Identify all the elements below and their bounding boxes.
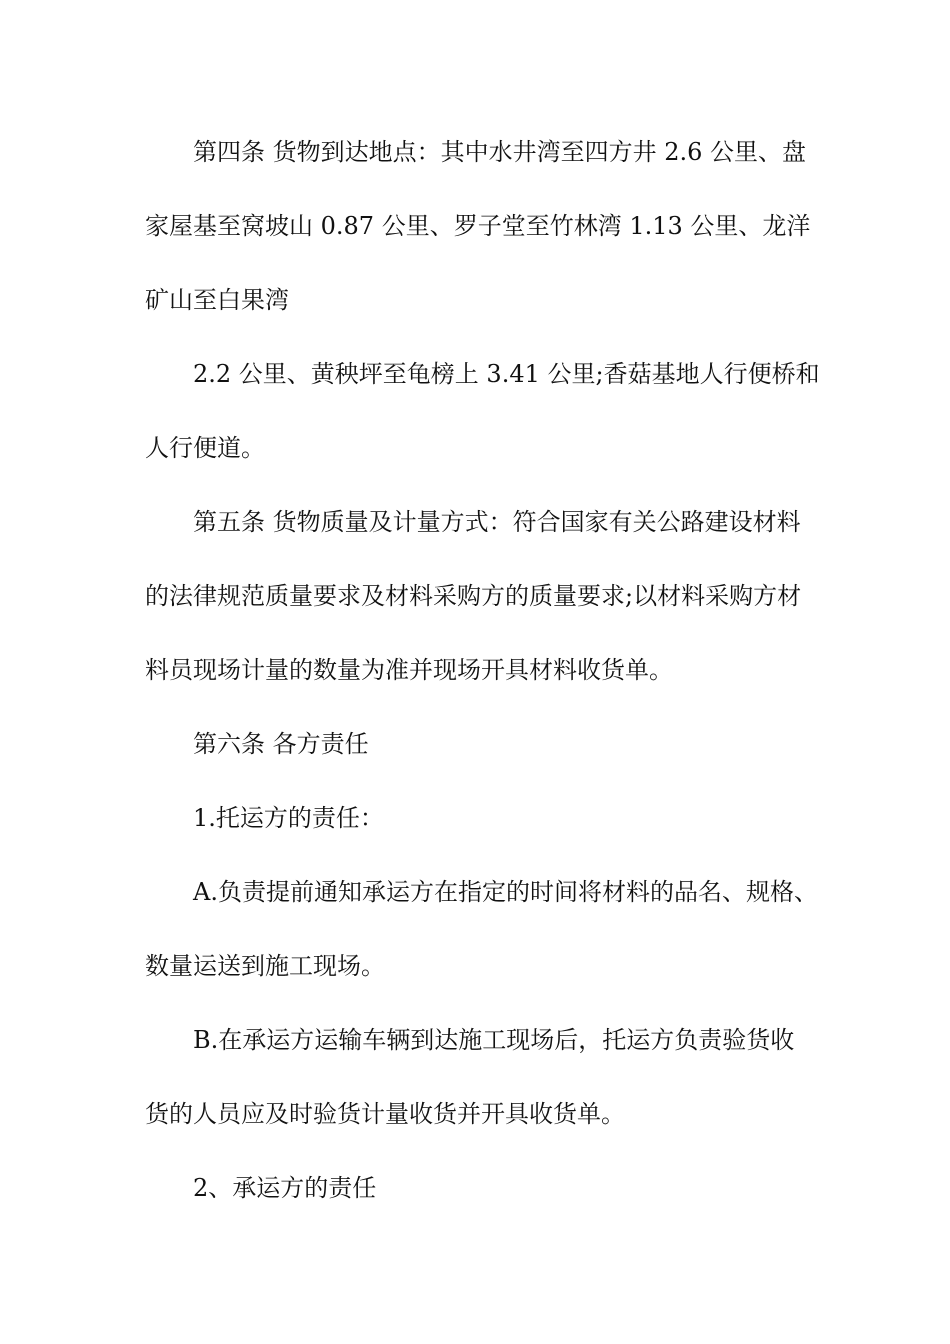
item-b-line-1: B.在承运方运输车辆到达施工现场后，托运方负责验货收 — [193, 1026, 795, 1054]
article-5-line-3: 料员现场计量的数量为准并现场开具材料收货单。 — [145, 656, 673, 684]
article-6-heading: 第六条 各方责任 — [193, 730, 369, 758]
item-a-line-1: A.负责提前通知承运方在指定的时间将材料的品名、规格、 — [193, 878, 818, 906]
shipper-responsibility-heading: 1.托运方的责任： — [193, 804, 384, 832]
article-4-line-4: 2.2 公里、黄秧坪至龟榜上 3.41 公里;香菇基地人行便桥和 — [193, 360, 820, 388]
article-4-line-3: 矿山至白果湾 — [145, 286, 289, 314]
item-a-line-2: 数量运送到施工现场。 — [145, 952, 385, 980]
article-4-line-1: 第四条 货物到达地点：其中水井湾至四方井 2.6 公里、盘 — [193, 138, 807, 166]
carrier-responsibility-heading: 2、承运方的责任 — [193, 1174, 377, 1202]
article-5-line-2: 的法律规范质量要求及材料采购方的质量要求;以材料采购方材 — [145, 582, 802, 610]
article-4-line-5: 人行便道。 — [145, 434, 265, 462]
item-b-line-2: 货的人员应及时验货计量收货并开具收货单。 — [145, 1100, 625, 1128]
article-4-line-2: 家屋基至窝坡山 0.87 公里、罗子堂至竹林湾 1.13 公里、龙洋 — [145, 212, 811, 240]
article-5-line-1: 第五条 货物质量及计量方式：符合国家有关公路建设材料 — [193, 508, 801, 536]
